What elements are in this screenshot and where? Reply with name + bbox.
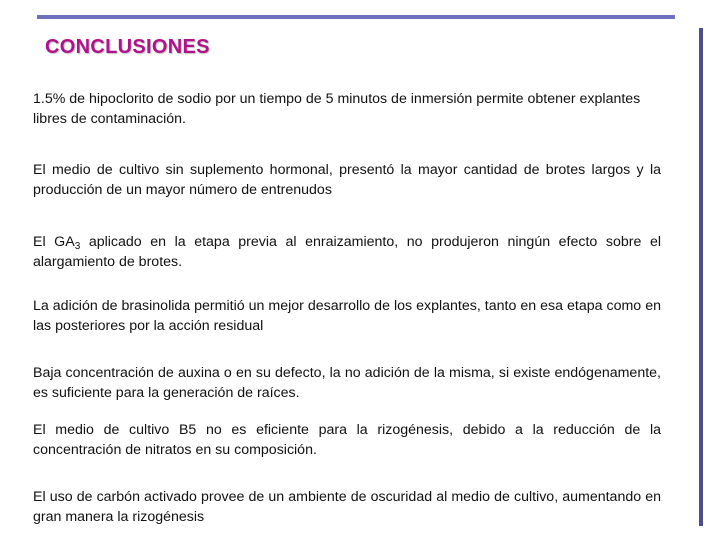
- conclusion-item-3-text: El GA: [33, 234, 75, 250]
- conclusion-item-4: La adición de brasinolida permitió un mejor desarrollo de los explantes, tanto en esa etapa como en las posteriores por la acción residual: [33, 298, 661, 334]
- conclusion-item-3-subscript: 3: [74, 241, 81, 252]
- conclusion-item-3-rest: aplicado en la etapa previa al enraizamiento, no produjeron ningún efecto sobre el alargamiento de brotes.: [33, 234, 661, 270]
- slide-title: CONCLUSIONES: [45, 36, 210, 58]
- top-decorative-rule: [37, 15, 675, 19]
- conclusion-item-7: El uso de carbón activado provee de un ambiente de oscuridad al medio de cultivo, aumentando en gran manera la rizogénesis: [33, 489, 661, 525]
- conclusion-item-1: 1.5% de hipoclorito de sodio por un tiempo de 5 minutos de inmersión permite obtener explantes libres de contaminación.: [33, 91, 641, 127]
- conclusion-item-6: El medio de cultivo B5 no es eficiente para la rizogénesis, debido a la reducción de la concentración de nitratos en su composición.: [33, 422, 661, 458]
- conclusion-item-5: Baja concentración de auxina o en su defecto, la no adición de la misma, si existe endógenamente, es suficiente para la generación de raíces.: [33, 365, 661, 401]
- conclusion-item-2: El medio de cultivo sin suplemento hormonal, presentó la mayor cantidad de brotes largos y la producción de un mayor número de entrenudos: [33, 162, 661, 198]
- conclusion-item-3: [33, 232, 661, 272]
- side-decorative-rule: [699, 28, 703, 526]
